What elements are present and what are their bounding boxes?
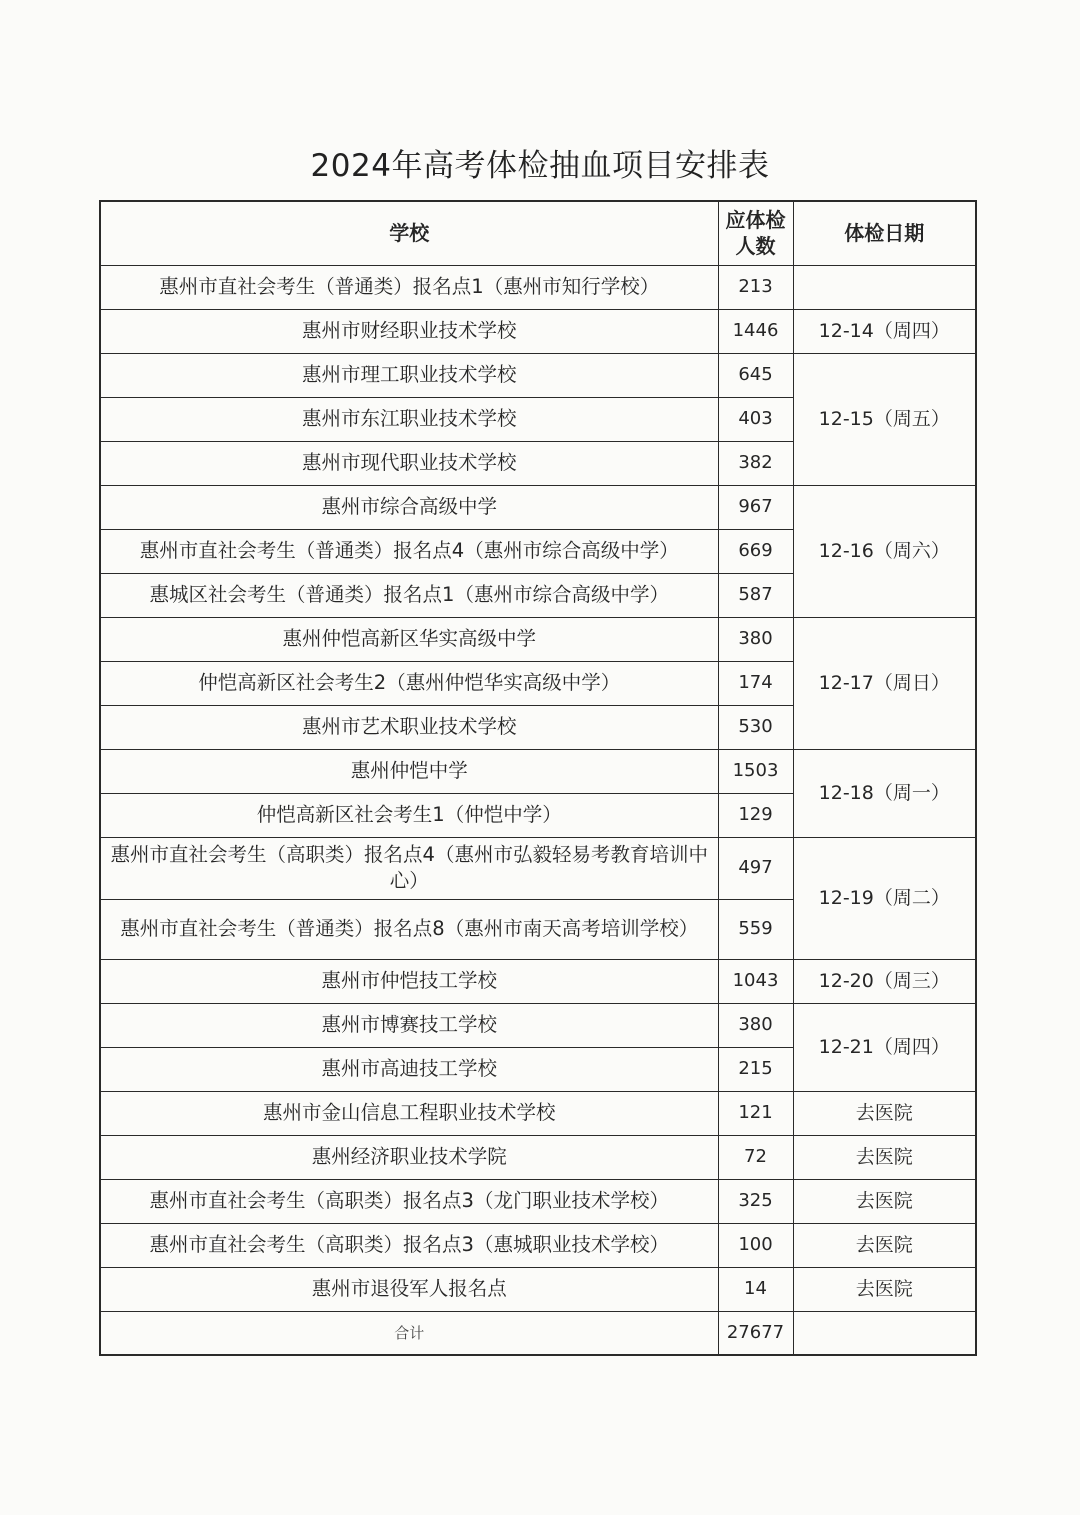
count-cell: 587: [718, 573, 793, 617]
school-cell: 惠州仲恺高新区华实高级中学: [100, 617, 718, 661]
school-cell: 惠州市直社会考生（高职类）报名点3（龙门职业技术学校）: [100, 1179, 718, 1223]
total-date-cell: [793, 1311, 976, 1355]
count-cell: 497: [718, 837, 793, 899]
table-row: [100, 749, 976, 793]
school-cell: 惠州市直社会考生（普通类）报名点4（惠州市综合高级中学）: [100, 529, 718, 573]
date-cell: 12-18（周一）: [793, 749, 976, 837]
date-cell: 12-20（周三）: [793, 959, 976, 1003]
table-row: [100, 959, 976, 1003]
table-row: [100, 1091, 976, 1135]
count-cell: 559: [718, 899, 793, 959]
total-label: 合计: [100, 1311, 718, 1355]
school-cell: 惠州市直社会考生（普通类）报名点1（惠州市知行学校）: [100, 265, 718, 309]
count-cell: 645: [718, 353, 793, 397]
school-cell: 仲恺高新区社会考生1（仲恺中学）: [100, 793, 718, 837]
count-cell: 967: [718, 485, 793, 529]
date-cell: [793, 265, 976, 309]
count-cell: 215: [718, 1047, 793, 1091]
table-row: [100, 485, 976, 529]
count-cell: 1446: [718, 309, 793, 353]
count-cell: 121: [718, 1091, 793, 1135]
count-cell: 325: [718, 1179, 793, 1223]
table-row: [100, 617, 976, 661]
count-cell: 100: [718, 1223, 793, 1267]
table-row: [100, 1223, 976, 1267]
date-cell: 去医院: [793, 1223, 976, 1267]
date-cell: 去医院: [793, 1091, 976, 1135]
school-cell: 惠州仲恺中学: [100, 749, 718, 793]
count-cell: 1043: [718, 959, 793, 1003]
total-count: 27677: [718, 1311, 793, 1355]
school-cell: 惠州市理工职业技术学校: [100, 353, 718, 397]
school-cell: 惠州市高迪技工学校: [100, 1047, 718, 1091]
table-row: [100, 265, 976, 309]
count-cell: 403: [718, 397, 793, 441]
table-row: [100, 309, 976, 353]
date-cell: 去医院: [793, 1135, 976, 1179]
count-cell: 72: [718, 1135, 793, 1179]
table-row: [100, 1179, 976, 1223]
school-cell: 惠州市仲恺技工学校: [100, 959, 718, 1003]
count-cell: 174: [718, 661, 793, 705]
header-count: 应体检人数: [718, 201, 793, 265]
table-row: [100, 353, 976, 397]
count-cell: 382: [718, 441, 793, 485]
count-cell: 669: [718, 529, 793, 573]
schedule-table: [99, 200, 977, 1356]
school-cell: 惠州市直社会考生（高职类）报名点4（惠州市弘毅轻易考教育培训中心）: [100, 837, 718, 899]
table-row: [100, 837, 976, 899]
school-cell: 惠城区社会考生（普通类）报名点1（惠州市综合高级中学）: [100, 573, 718, 617]
date-cell: 12-14（周四）: [793, 309, 976, 353]
school-cell: 惠州市退役军人报名点: [100, 1267, 718, 1311]
school-cell: 惠州市直社会考生（普通类）报名点8（惠州市南天高考培训学校）: [100, 899, 718, 959]
school-cell: 惠州市东江职业技术学校: [100, 397, 718, 441]
header-school: 学校: [100, 201, 718, 265]
date-cell: 去医院: [793, 1267, 976, 1311]
date-cell: 12-16（周六）: [793, 485, 976, 617]
date-cell: 12-19（周二）: [793, 837, 976, 959]
date-cell: 12-21（周四）: [793, 1003, 976, 1091]
date-cell: 12-17（周日）: [793, 617, 976, 749]
table-row: [100, 1135, 976, 1179]
school-cell: 惠州市现代职业技术学校: [100, 441, 718, 485]
count-cell: 129: [718, 793, 793, 837]
school-cell: 惠州经济职业技术学院: [100, 1135, 718, 1179]
count-cell: 14: [718, 1267, 793, 1311]
page-title: 2024年高考体检抽血项目安排表: [310, 148, 770, 184]
count-cell: 1503: [718, 749, 793, 793]
date-cell: 12-15（周五）: [793, 353, 976, 485]
school-cell: 惠州市财经职业技术学校: [100, 309, 718, 353]
count-cell: 380: [718, 617, 793, 661]
total-row: [100, 1311, 976, 1355]
date-cell: 去医院: [793, 1179, 976, 1223]
table-row: [100, 1003, 976, 1047]
school-cell: 惠州市直社会考生（高职类）报名点3（惠城职业技术学校）: [100, 1223, 718, 1267]
school-cell: 仲恺高新区社会考生2（惠州仲恺华实高级中学）: [100, 661, 718, 705]
table-header-row: [100, 201, 976, 265]
header-date: 体检日期: [793, 201, 976, 265]
school-cell: 惠州市艺术职业技术学校: [100, 705, 718, 749]
count-cell: 213: [718, 265, 793, 309]
count-cell: 530: [718, 705, 793, 749]
school-cell: 惠州市金山信息工程职业技术学校: [100, 1091, 718, 1135]
school-cell: 惠州市综合高级中学: [100, 485, 718, 529]
count-cell: 380: [718, 1003, 793, 1047]
school-cell: 惠州市博赛技工学校: [100, 1003, 718, 1047]
table-row: [100, 1267, 976, 1311]
